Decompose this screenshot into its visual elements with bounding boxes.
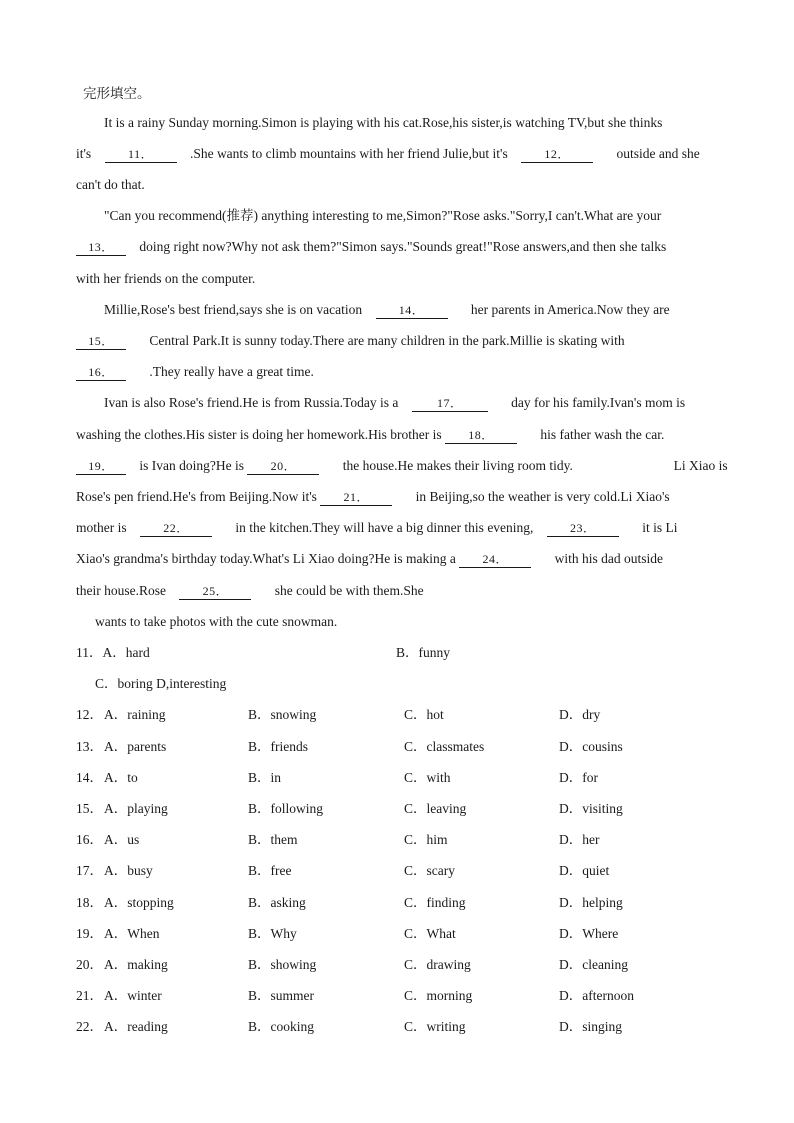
passage-text: the house.He makes their living room tidy. xyxy=(342,458,573,473)
passage-text: doing right now?Why not ask them?"Simon says."Sounds great!"Rose answers,and then she talks xyxy=(139,239,667,254)
question-number: 20． xyxy=(76,957,103,972)
question-row xyxy=(76,830,716,850)
blank-19[interactable]: 19． xyxy=(76,458,126,475)
option-b[interactable]: B．Why xyxy=(248,926,297,941)
option-c[interactable]: C．morning xyxy=(404,988,473,1003)
question-row xyxy=(76,768,716,788)
blank-24[interactable]: 24． xyxy=(459,551,531,568)
option-c[interactable]: C．leaving xyxy=(404,801,467,816)
question-row xyxy=(76,1017,716,1037)
option-d[interactable]: D．dry xyxy=(559,707,601,722)
option-d[interactable]: D．quiet xyxy=(559,863,610,878)
blank-21[interactable]: 21． xyxy=(320,489,392,506)
question-number: 21． xyxy=(76,988,103,1003)
option-c[interactable]: C．him xyxy=(404,832,448,847)
passage-text: Central Park.It is sunny today.There are many children in the park.Millie is skating with xyxy=(149,333,625,348)
passage-text: .They really have a great time. xyxy=(149,364,314,379)
option-b[interactable]: B．friends xyxy=(248,739,308,754)
passage-text: day for his family.Ivan's mom is xyxy=(511,395,686,410)
option-d[interactable]: D．cousins xyxy=(559,739,623,754)
question-row xyxy=(76,861,716,881)
option-d[interactable]: D．for xyxy=(559,770,598,785)
passage-text: she could be with them.She xyxy=(274,583,424,598)
section-title: 完形填空。 xyxy=(83,86,151,102)
option-d[interactable]: D．visiting xyxy=(559,801,623,816)
passage-line xyxy=(76,175,720,195)
passage-line xyxy=(95,612,739,632)
passage-text: it's xyxy=(76,146,92,161)
passage-text: "Can you recommend(推荐) anything interesting to me,Simon?"Rose asks."Sorry,I can't.What are your xyxy=(104,208,662,223)
option-b[interactable]: B．snowing xyxy=(248,707,317,722)
passage-text: mother is xyxy=(76,520,127,535)
option-a[interactable]: A．playing xyxy=(104,801,168,816)
passage-text: Ivan is also Rose's friend.He is from Russia.Today is a xyxy=(104,395,399,410)
passage-text: It is a rainy Sunday morning.Simon is playing with his cat.Rose,his sister,is watching TV,but she thinks xyxy=(104,115,663,130)
passage-line xyxy=(104,300,748,320)
question-row xyxy=(76,955,716,975)
blank-20[interactable]: 20． xyxy=(247,458,319,475)
option-d[interactable]: D．cleaning xyxy=(559,957,628,972)
option-a[interactable]: A．busy xyxy=(104,863,153,878)
option-d[interactable]: D．afternoon xyxy=(559,988,634,1003)
question-number: 16． xyxy=(76,832,103,847)
passage-text: in Beijing,so the weather is very cold.Li Xiao's xyxy=(415,489,670,504)
passage-text: his father wash the car. xyxy=(540,427,665,442)
option-b[interactable]: B．free xyxy=(248,863,292,878)
blank-12[interactable]: 12． xyxy=(521,146,593,163)
passage-line xyxy=(104,206,748,226)
passage-text: in the kitchen.They will have a big dinner this evening, xyxy=(235,520,534,535)
option-b[interactable]: B．in xyxy=(248,770,282,785)
passage-text: washing the clothes.His sister is doing her homework.His brother is xyxy=(76,427,442,442)
blank-11[interactable]: 11． xyxy=(105,146,177,163)
question-number: 14． xyxy=(76,770,103,785)
blank-17[interactable]: 17． xyxy=(412,395,488,412)
blank-22[interactable]: 22． xyxy=(140,520,212,537)
option-b[interactable]: B．showing xyxy=(248,957,317,972)
passage-line xyxy=(76,362,720,382)
question-row xyxy=(76,737,716,757)
option-a[interactable]: A．When xyxy=(104,926,160,941)
blank-13[interactable]: 13． xyxy=(76,239,126,256)
passage-text: with her friends on the computer. xyxy=(76,271,256,286)
passage-line xyxy=(76,144,720,164)
option-c[interactable]: C．scary xyxy=(404,863,455,878)
passage-line xyxy=(76,425,720,445)
option-b[interactable]: B．them xyxy=(248,832,298,847)
question-number: 17． xyxy=(76,863,103,878)
option-a[interactable]: 11．A．hard xyxy=(76,645,150,660)
option-d[interactable]: D．her xyxy=(559,832,600,847)
option-c[interactable]: C．classmates xyxy=(404,739,485,754)
option-c[interactable]: C．hot xyxy=(404,707,444,722)
passage-text: with his dad outside xyxy=(554,551,663,566)
passage-text: Millie,Rose's best friend,says she is on vacation xyxy=(104,302,363,317)
passage-text: her parents in America.Now they are xyxy=(470,302,670,317)
question-row xyxy=(76,893,716,913)
option-c[interactable]: C．drawing xyxy=(404,957,471,972)
passage-text: can't do that. xyxy=(76,177,145,192)
passage-line xyxy=(76,487,720,507)
passage-text: outside and she xyxy=(616,146,700,161)
passage-line xyxy=(76,581,720,601)
option-d[interactable]: D．helping xyxy=(559,895,623,910)
option-a[interactable]: A．making xyxy=(104,957,168,972)
option-b[interactable]: B．funny xyxy=(396,645,450,660)
passage-line xyxy=(76,269,720,289)
passage-line xyxy=(76,549,720,569)
passage-line xyxy=(76,456,728,476)
question-number: 15． xyxy=(76,801,103,816)
option-c[interactable]: C．writing xyxy=(404,1019,466,1034)
blank-14[interactable]: 14． xyxy=(376,302,448,319)
passage-line xyxy=(76,331,720,351)
option-c[interactable]: C．What xyxy=(404,926,456,941)
option-a[interactable]: A．winter xyxy=(104,988,162,1003)
passage-text: it is Li xyxy=(642,520,678,535)
blank-23[interactable]: 23． xyxy=(547,520,619,537)
passage-line xyxy=(104,113,712,133)
question-11 xyxy=(76,643,716,663)
question-number: 22． xyxy=(76,1019,103,1034)
passage-text: is Ivan doing?He is xyxy=(139,458,244,473)
passage-line xyxy=(76,237,720,257)
option-a[interactable]: A．us xyxy=(104,832,140,847)
option-d[interactable]: D．singing xyxy=(559,1019,623,1034)
passage-line xyxy=(104,393,748,413)
question-row xyxy=(76,799,716,819)
option-b[interactable]: B．following xyxy=(248,801,324,816)
option-b[interactable]: B．summer xyxy=(248,988,314,1003)
passage-text: Xiao's grandma's birthday today.What's Li Xiao doing?He is making a xyxy=(76,551,456,566)
blank-18[interactable]: 18． xyxy=(445,427,517,444)
question-number: 12． xyxy=(76,707,103,722)
passage-text: .She wants to climb mountains with her friend Julie,but it's xyxy=(189,146,508,161)
option-a[interactable]: A．to xyxy=(104,770,138,785)
passage-line xyxy=(76,518,720,538)
passage-text: Li Xiao is xyxy=(673,458,728,473)
blank-15[interactable]: 15． xyxy=(76,333,126,350)
blank-25[interactable]: 25． xyxy=(179,583,251,600)
passage-text: Rose's pen friend.He's from Beijing.Now it's xyxy=(76,489,317,504)
option-d[interactable]: D．Where xyxy=(559,926,619,941)
option-a[interactable]: A．parents xyxy=(104,739,167,754)
option-a[interactable]: A．reading xyxy=(104,1019,168,1034)
option-a[interactable]: A．stopping xyxy=(104,895,174,910)
passage-text: wants to take photos with the cute snowman. xyxy=(95,614,338,629)
option-b[interactable]: B．cooking xyxy=(248,1019,314,1034)
passage-text: their house.Rose xyxy=(76,583,166,598)
option-c[interactable]: C．finding xyxy=(404,895,466,910)
option-a[interactable]: A．raining xyxy=(104,707,166,722)
blank-16[interactable]: 16． xyxy=(76,364,126,381)
option-c[interactable]: C．with xyxy=(404,770,451,785)
question-row xyxy=(76,986,716,1006)
question-row xyxy=(76,705,716,725)
option-c-d[interactable]: C．boring D,interesting xyxy=(95,676,227,691)
question-number: 18． xyxy=(76,895,103,910)
question-number: 13． xyxy=(76,739,103,754)
question-row xyxy=(76,924,716,944)
option-b[interactable]: B．asking xyxy=(248,895,306,910)
question-number: 19． xyxy=(76,926,103,941)
